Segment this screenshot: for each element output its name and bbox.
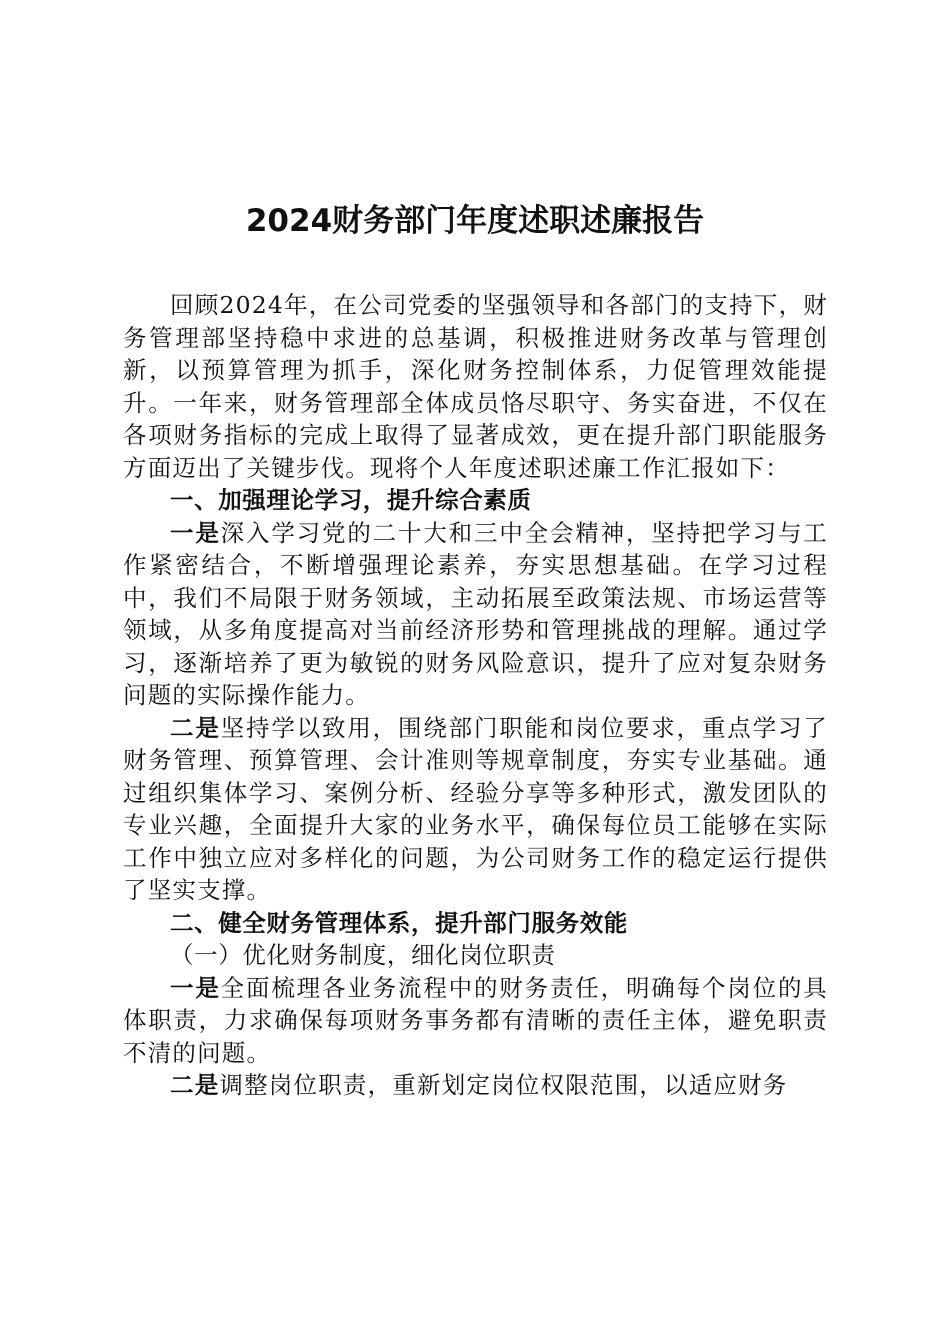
intro-paragraph: 回顾2024年，在公司党委的坚强领导和各部门的支持下，财务管理部坚持稳中求进的总基调，积极推进财务改革与管理创新，以预算管理为抓手，深化财务控制体系，力促管理效能提升。一年来，财务管理部全体成员恪尽职守、务实奋进，不仅在各项财务指标的完成上取得了显著成效，更在提升部门职能服务方面迈出了关键步伐。现将个人年度述职述廉工作汇报如下： (123, 291, 828, 482)
document-body (123, 289, 828, 1102)
section-2-paragraph-1 (123, 972, 828, 1070)
document-title: 2024财务部门年度述职述廉报告 (245, 203, 705, 239)
paragraph-text: 坚持学以致用，围绕部门职能和岗位要求，重点学习了财务管理、预算管理、会计准则等规章制度，夯实专业基础。通过组织集体学习、案例分析、经验分享等多种形式，激发团队的专业兴趣，全面提升大家的业务水平，确保每位员工能够在实际工作中独立应对多样化的问题，为公司财务工作的稳定运行提供了坚实支撑。 (123, 713, 828, 904)
section-1-paragraph-1 (123, 517, 828, 712)
paragraph-text: 深入学习党的二十大和三中全会精神，坚持把学习与工作紧密结合，不断增强理论素养，夯实思想基础。在学习过程中，我们不局限于财务领域，主动拓展至政策法规、市场运营等领域，从多角度提高对当前经济形势和管理挑战的理解。通过学习，逐渐培养了更为敏锐的财务风险意识，提升了应对复杂财务问题的实际操作能力。 (123, 518, 828, 709)
section-2-heading: 二、健全财务管理体系，提升部门服务效能 (170, 908, 628, 937)
paragraph-lead: 二是 (170, 1071, 220, 1099)
paragraph-lead: 二是 (170, 713, 221, 742)
section-1-paragraph-2 (123, 712, 828, 907)
section-1-heading: 一、加强理论学习，提升综合素质 (170, 486, 532, 514)
paragraph-lead: 一是 (170, 518, 221, 547)
section-2-paragraph-2 (123, 1069, 828, 1102)
paragraph-lead: 一是 (170, 973, 221, 1002)
section-2-subheading: （一）优化财务制度，细化岗位职责 (170, 941, 556, 969)
paragraph-text: 调整岗位职责，重新划定岗位权限范围，以适应财务 (219, 1071, 788, 1099)
paragraph-text: 全面梳理各业务流程中的财务责任，明确每个岗位的具体职责，力求确保每项财务事务都有清晰的责任主体，避免职责不清的问题。 (123, 973, 828, 1067)
